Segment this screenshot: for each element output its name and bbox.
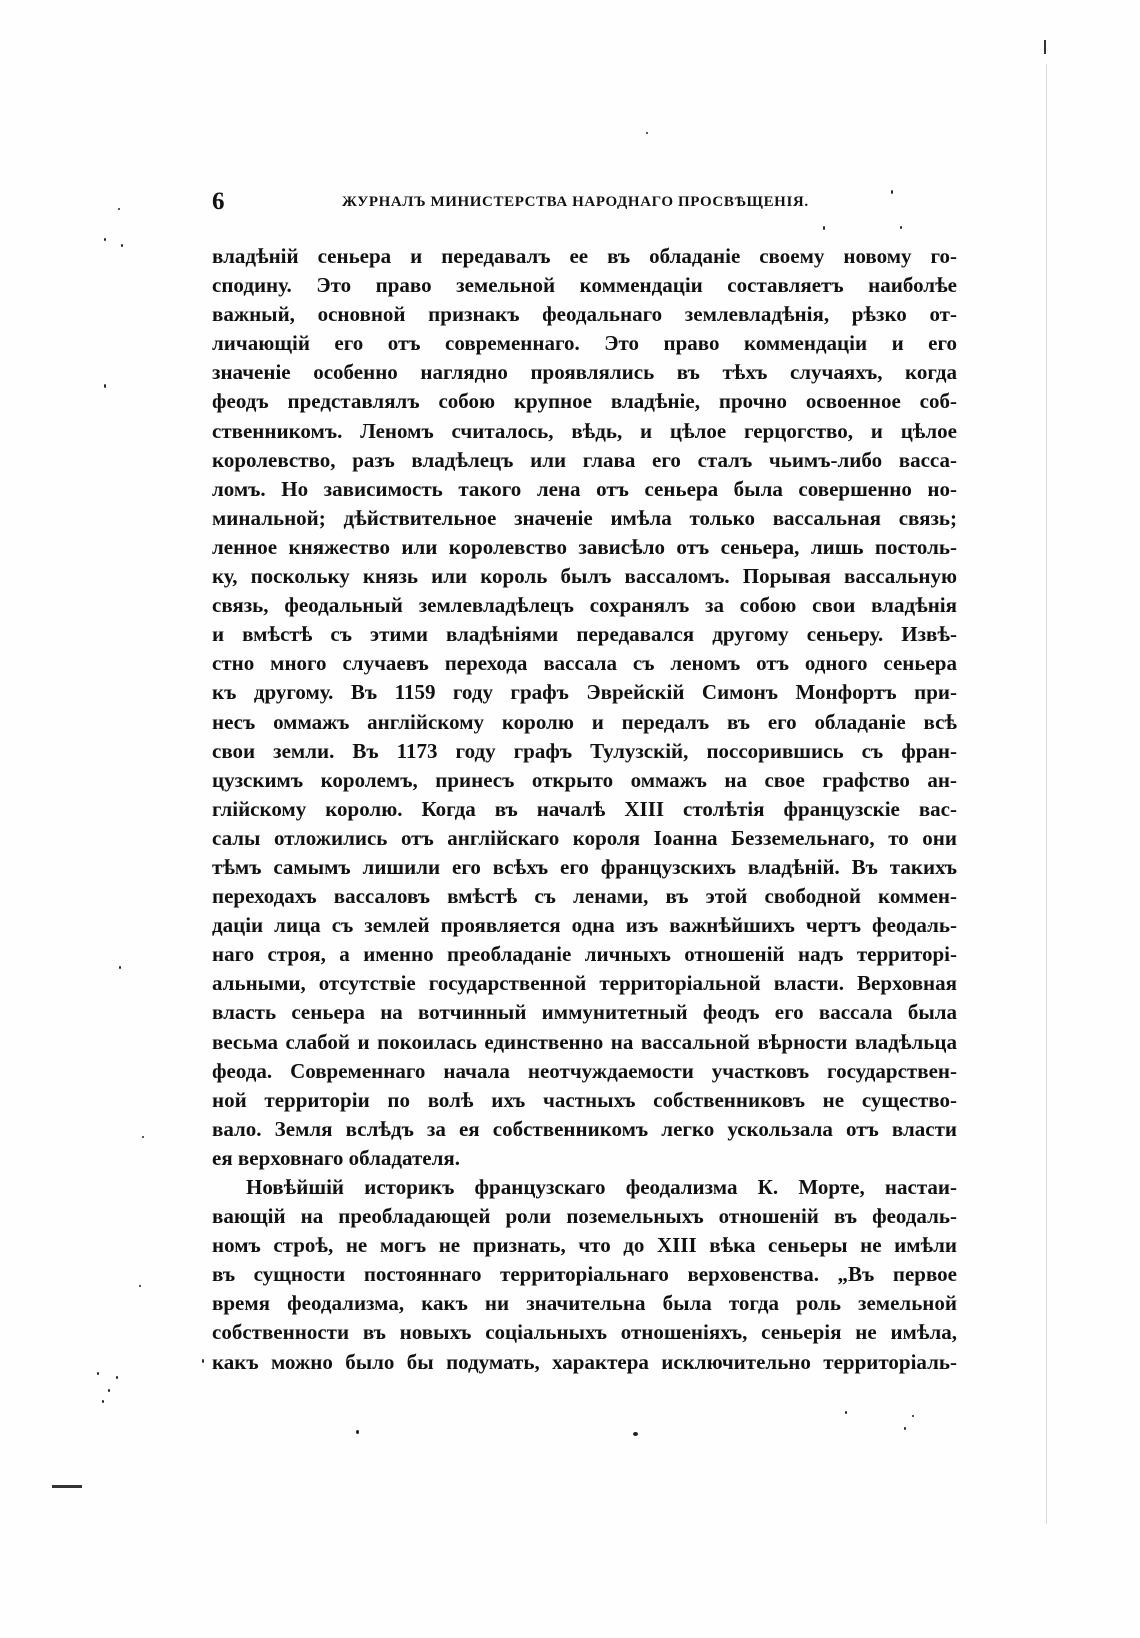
scan-speck (900, 226, 902, 229)
text-line: весьма слабой и покоилась единственно на вассальной вѣрности владѣльца (212, 1029, 957, 1054)
text-line: значеніе особенно наглядно проявлялись въ тѣхъ случаяхъ, когда (212, 360, 957, 385)
text-line: ея верховнаго обладателя. (212, 1145, 461, 1170)
scan-speck (119, 966, 121, 969)
scan-speck (121, 244, 123, 247)
text-line: тѣмъ самымъ лишили его всѣхъ его французскихъ владѣній. Въ такихъ (212, 854, 957, 879)
scan-speck (139, 1285, 141, 1287)
text-line: альными, отсутствіе государственной территоріальной власти. Верховная (212, 971, 957, 996)
text-line: глійскому королю. Когда въ началѣ XIII столѣтія французскіе вас- (212, 796, 957, 821)
text-line: цузскимъ королемъ, принесъ открыто оммажъ на свое графство ан- (212, 767, 957, 792)
text-line: ной территоріи по волѣ ихъ частныхъ собственниковъ не существо- (212, 1087, 957, 1112)
text-line: важный, основной признакъ феодальнаго землевладѣнія, рѣзко от- (212, 302, 957, 327)
scan-speck (646, 132, 648, 134)
text-line: Новѣйшій историкъ французскаго феодализма К. Морте, настаи- (246, 1175, 957, 1199)
scan-edge-mark (1044, 40, 1046, 54)
text-line: вало. Земля вслѣдъ за ея собственникомъ легко ускользала отъ власти (212, 1116, 957, 1141)
text-line: номъ строѣ, не могъ не признать, что до XIII вѣка сеньеры не имѣли (212, 1233, 957, 1258)
text-line: ку, поскольку князь или король былъ вассаломъ. Порывая вассальную (212, 564, 957, 589)
text-line: къ другому. Въ 1159 году графъ Эврейскій Симонъ Монфортъ при- (212, 680, 957, 705)
scan-speck (116, 1376, 118, 1379)
running-title: ЖУРНАЛЪ МИНИСТЕРСТВА НАРОДНАГО ПРОСВѢЩЕНІЯ. (342, 194, 809, 210)
scan-speck (97, 1372, 99, 1375)
text-line: какъ можно было бы подумать, характера исключительно территоріаль- (212, 1349, 957, 1374)
text-line: переходахъ вассаловъ вмѣстѣ съ ленами, въ этой свободной коммен- (212, 884, 957, 909)
text-line: время феодализма, какъ ни значительна была тогда роль земельной (212, 1291, 957, 1316)
text-line: ственникомъ. Леномъ считалось, вѣдь, и цѣлое герцогство, и цѣлое (212, 418, 957, 443)
scan-speck (108, 1389, 110, 1392)
text-line: свои земли. Въ 1173 году графъ Тулузскій, поссорившись съ фран- (212, 738, 957, 763)
scan-speck (356, 1430, 359, 1434)
scan-speck (912, 1415, 914, 1417)
text-line: феодъ представлялъ собою крупное владѣніе, прочно освоенное соб- (212, 389, 957, 414)
text-line: власть сеньера на вотчинный иммунитетный феодъ его вассала была (212, 1000, 957, 1025)
text-line: въ сущности постояннаго территоріальнаго верховенства. „Въ первое (212, 1262, 957, 1287)
scan-edge-mark (1046, 64, 1047, 1524)
text-line: ленное княжество или королевство зависѣло отъ сеньера, лишь постоль- (212, 534, 957, 559)
scan-speck (104, 238, 106, 241)
text-line: салы отложились отъ англійскаго короля Іоанна Безземельнаго, то они (212, 825, 957, 850)
scan-speck (202, 1359, 204, 1363)
text-line: даціи лица съ землей проявляется одна изъ важнѣйшихъ чертъ феодаль- (212, 913, 957, 938)
scan-speck (142, 1136, 144, 1138)
scan-speck (633, 1432, 638, 1436)
text-line: и вмѣстѣ съ этими владѣніями передавался другому сеньеру. Извѣ- (212, 622, 957, 647)
text-line: королевство, разъ владѣлецъ или глава его сталъ чьимъ-либо васса- (212, 447, 957, 472)
text-line: ломъ. Но зависимость такого лена отъ сеньера была совершенно но- (212, 476, 957, 501)
scan-speck (118, 208, 120, 210)
page-number: 6 (212, 188, 225, 215)
text-line: минальной; дѣйствительное значеніе имѣла только вассальная связь; (212, 505, 957, 530)
scan-speck (845, 1411, 847, 1414)
scan-speck (104, 384, 106, 388)
text-line: связь, феодальный землевладѣлецъ сохранялъ за собою свои владѣнія (212, 593, 957, 618)
scan-edge-mark (52, 1485, 82, 1488)
scan-speck (904, 1427, 906, 1430)
body-text (212, 242, 957, 1377)
text-line: феода. Современнаго начала неотчуждаемости участковъ государствен- (212, 1058, 957, 1083)
page-header (212, 188, 957, 218)
text-line: сподину. Это право земельной коммендаціи составляетъ наиболѣе (212, 273, 957, 298)
text-line: владѣній сеньера и передавалъ ее въ обладаніе своему новому го- (212, 244, 957, 268)
text-line: вающій на преобладающей роли поземельныхъ отношеній въ феодаль- (212, 1204, 957, 1229)
text-line: личающій его отъ современнаго. Это право коммендаціи и его (212, 331, 957, 356)
scan-speck (102, 1400, 104, 1403)
scan-speck (823, 226, 825, 230)
text-line: стно много случаевъ перехода вассала съ леномъ отъ одного сеньера (212, 651, 957, 676)
text-line: несъ оммажъ англійскому королю и передалъ въ его обладаніе всѣ (212, 709, 957, 734)
text-line: собственности въ новыхъ соціальныхъ отношеніяхъ, сеньерія не имѣла, (212, 1320, 957, 1345)
text-line: наго строя, а именно преобладаніе личныхъ отношеній надъ территорі- (212, 942, 957, 967)
